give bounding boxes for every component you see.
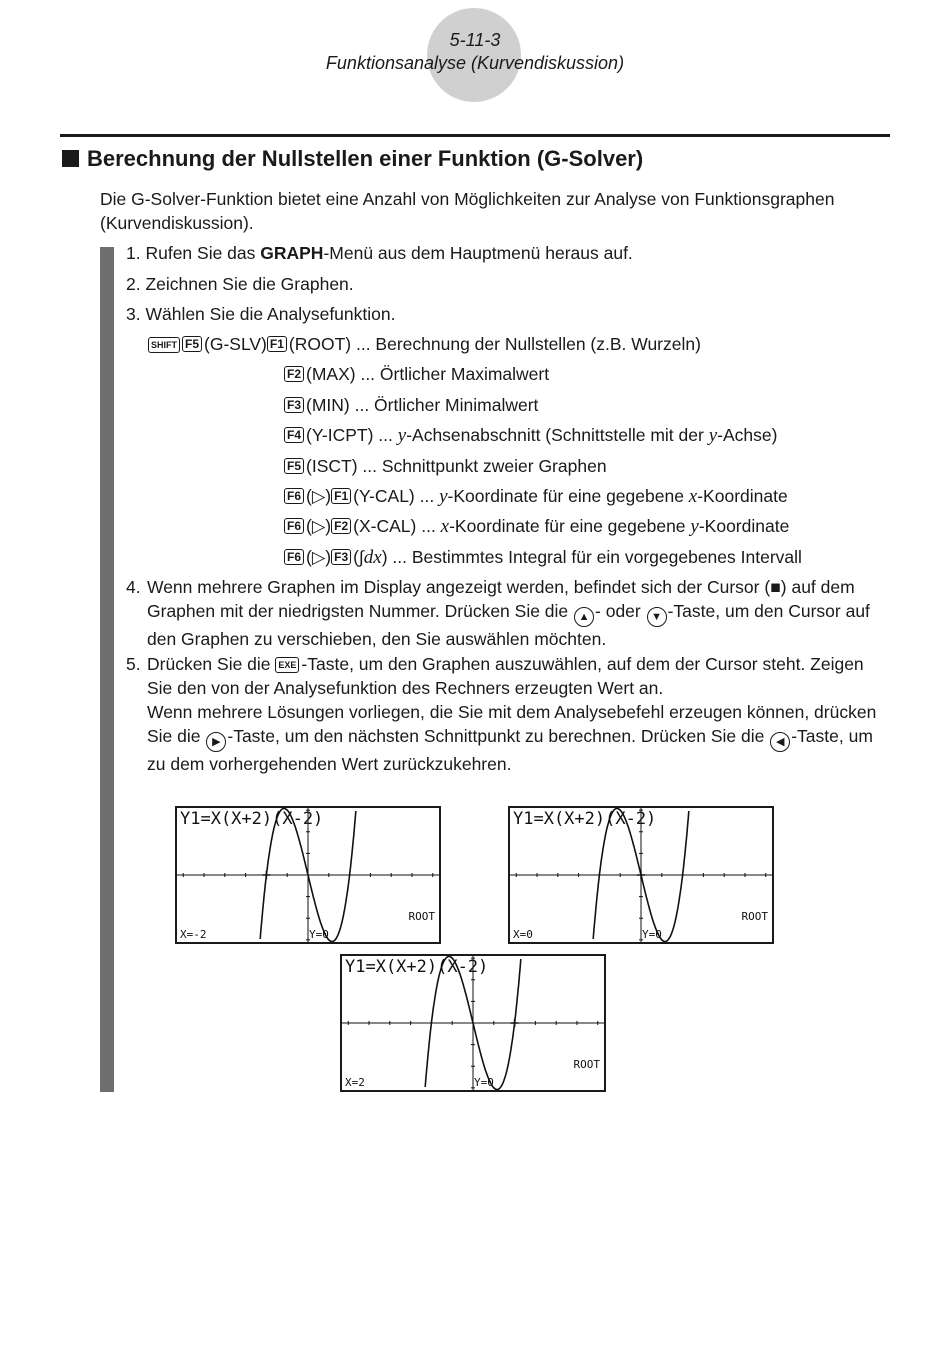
- section-intro: Die G-Solver-Funktion bietet eine Anzahl von Möglichkeiten zur Analyse von Funktionsgraphen (Kurvendiskussion).: [100, 189, 835, 233]
- header-rule: [60, 134, 890, 137]
- screen-equation: Y1=X(X+2)(X-2): [513, 809, 657, 829]
- step-4-number: 4.: [126, 577, 141, 597]
- function-y-cal: F6 (▷) F1 (Y-CAL) ... y-Koordinate für eine gegebene x-Koordinate: [284, 484, 788, 509]
- function-x-cal: F6 (▷) F2 (X-CAL) ... x-Koordinate für eine gegebene y-Koordinate: [284, 514, 789, 539]
- f2-key-icon: F2: [284, 366, 304, 382]
- section-title-text: Berechnung der Nullstellen einer Funktion (G-Solver): [87, 146, 644, 171]
- step-5: Drücken Sie die EXE -Taste, um den Graphen auszuwählen, auf dem der Cursor steht. Zeigen Sie den von der Analysefunktion des Rechners erzeugten Wert an. Wenn mehrere Lösungen vorliegen, die Sie mit dem Analysebefehl erzeugen können, drücken Sie die ▶ -Taste, um den nächsten Schnittpunkt zu berechnen. Drücken Sie die ◀ -Taste, um zu dem vorhergehenden Wert zurückzukehren.: [147, 654, 877, 774]
- f1-key-icon: F1: [267, 336, 287, 352]
- f3-key-icon: F3: [284, 397, 304, 413]
- function-y-icpt: F4 (Y-ICPT) ... y-Achsenabschnitt (Schnittstelle mit der y-Achse): [284, 423, 777, 448]
- up-arrow-key-icon: ▲: [574, 607, 594, 627]
- step-2: 2. Zeichnen Sie die Graphen.: [126, 274, 354, 294]
- screen-mode-label: ROOT: [573, 1058, 600, 1071]
- screen-equation: Y1=X(X+2)(X-2): [345, 957, 489, 977]
- f6-key-icon: F6: [284, 488, 304, 504]
- exe-key-icon: EXE: [275, 657, 299, 673]
- cursor-icon: ■: [770, 577, 781, 597]
- function-root: SHIFT F5 (G-SLV) F1 (ROOT) ... Berechnung der Nullstellen (z.B. Wurzeln): [148, 332, 701, 356]
- f1-key-icon: F1: [331, 488, 351, 504]
- section-square-icon: [62, 150, 79, 167]
- step-5-number: 5.: [126, 654, 141, 674]
- function-isct: F5 (ISCT) ... Schnittpunkt zweier Graphen: [284, 454, 607, 478]
- f3-key-icon: F3: [331, 549, 351, 565]
- screen-y-readout: Y=0: [309, 928, 329, 941]
- shift-key-icon: SHIFT: [148, 337, 180, 353]
- calculator-screen-1: [175, 806, 441, 944]
- graph-menu-name: GRAPH: [260, 243, 324, 263]
- screen-mode-label: ROOT: [741, 910, 768, 923]
- step-4: Wenn mehrere Graphen im Display angezeigt werden, befindet sich der Cursor (■) auf dem Graphen mit der niedrigsten Nummer. Drücken Sie die ▲ - oder ▼ -Taste, um den Cursor auf den Graphen zu verschieben, den Sie auswählen möchten.: [147, 577, 870, 649]
- calculator-screen-2: [508, 806, 774, 944]
- section-title: [62, 146, 643, 172]
- function-min: F3 (MIN) ... Örtlicher Minimalwert: [284, 393, 538, 417]
- function-max: F2 (MAX) ... Örtlicher Maximalwert: [284, 362, 549, 386]
- screen-equation: Y1=X(X+2)(X-2): [180, 809, 324, 829]
- right-arrow-key-icon: ▶: [206, 732, 226, 752]
- function-integral: F6 (▷) F3 (∫dx) ... Bestimmtes Integral für ein vorgegebenes Intervall: [284, 545, 802, 570]
- f6-key-icon: F6: [284, 549, 304, 565]
- f4-key-icon: F4: [284, 427, 304, 443]
- page-header-title: Funktionsanalyse (Kurvendiskussion): [325, 53, 625, 73]
- f2-key-icon: F2: [331, 518, 351, 534]
- screen-x-readout: X=-2: [180, 928, 207, 941]
- screen-mode-label: ROOT: [408, 910, 435, 923]
- f5-key-icon: F5: [284, 458, 304, 474]
- graph-plot: [177, 808, 439, 942]
- f6-key-icon: F6: [284, 518, 304, 534]
- screen-y-readout: Y=0: [474, 1076, 494, 1089]
- calculator-screen-3: [340, 954, 606, 1092]
- screen-y-readout: Y=0: [642, 928, 662, 941]
- down-arrow-key-icon: ▼: [647, 607, 667, 627]
- screen-x-readout: X=0: [513, 928, 533, 941]
- graph-plot: [510, 808, 772, 942]
- f5-key-icon: F5: [182, 336, 202, 352]
- screen-x-readout: X=2: [345, 1076, 365, 1089]
- step-1: 1. Rufen Sie das GRAPH-Menü aus dem Hauptmenü heraus auf.: [126, 243, 633, 263]
- page-number: 5-11-3: [449, 30, 501, 50]
- procedure-sidebar-bar: [100, 247, 114, 1092]
- graph-plot: [342, 956, 604, 1090]
- step-3: 3. Wählen Sie die Analysefunktion.: [126, 304, 396, 324]
- left-arrow-key-icon: ◀: [770, 732, 790, 752]
